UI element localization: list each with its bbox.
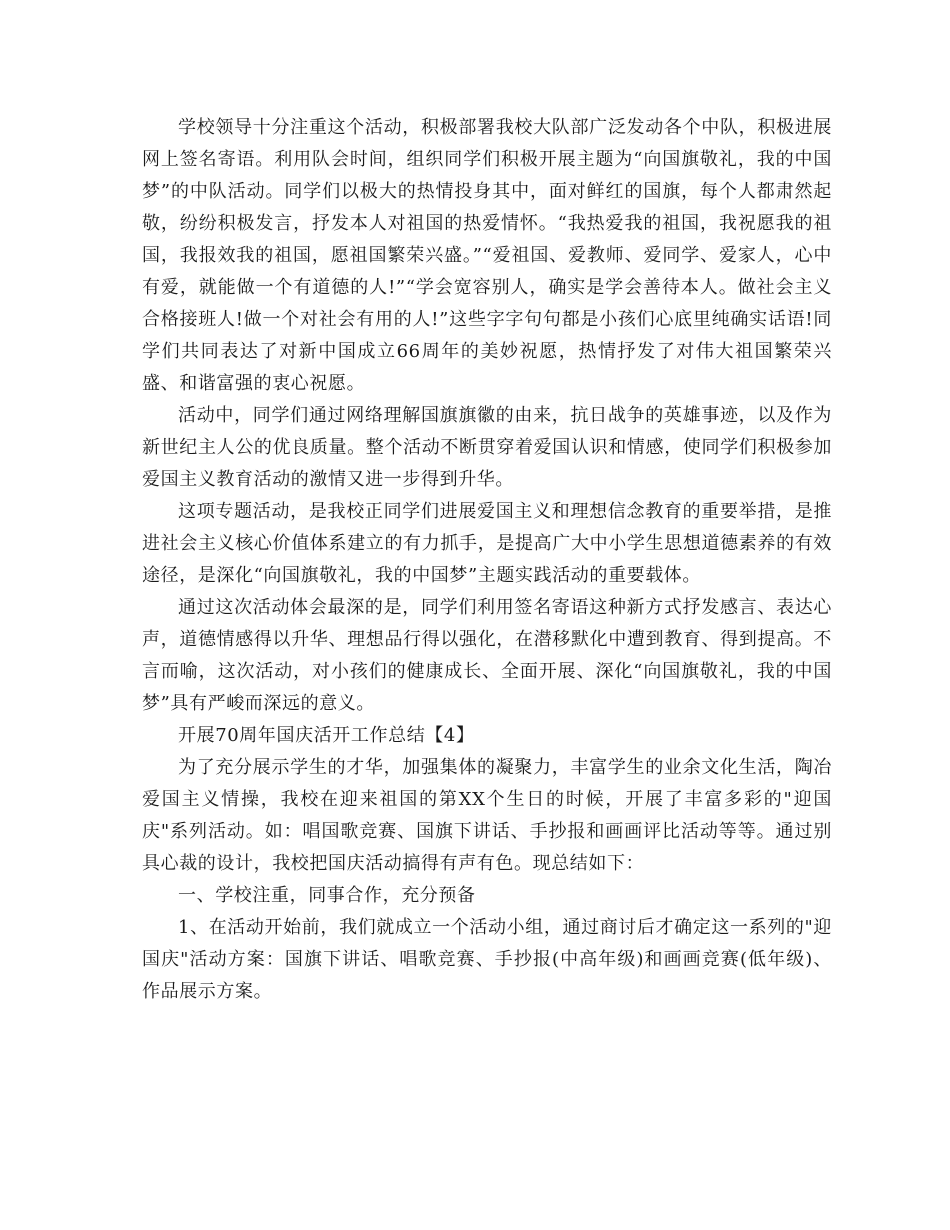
subsection-heading: 一、学校注重，同事合作，充分预备	[178, 885, 476, 906]
section-heading: 开展70周年国庆活开工作总结【4】	[178, 725, 475, 746]
document-body	[142, 112, 832, 1008]
paragraph-activity-process: 活动中，同学们通过网络理解国旗旗徽的由来，抗日战争的英雄事迹，以及作为新世纪主人公的优良质量。整个活动不断贯穿着爱国认识和情感，使同学们积极参加爱国主义教育活动的激情又进一步得到升华。	[142, 405, 832, 490]
paragraph-reflection: 通过这次活动体会最深的是，同学们利用签名寄语这种新方式抒发感言、表达心声，道德情感得以升华、理想品行得以强化，在潜移默化中遭到教育、得到提高。不言而喻，这次活动，对小孩们的健康成长、全面开展、深化“向国旗敬礼，我的中国梦”具有严峻而深远的意义。	[142, 597, 832, 714]
paragraph-significance: 这项专题活动，是我校正同学们进展爱国主义和理想信念教育的重要举措，是推进社会主义核心价值体系建立的有力抓手，是提高广大中小学生思想道德素养的有效途径，是深化“向国旗敬礼，我的中国梦”主题实践活动的重要载体。	[142, 501, 832, 586]
paragraph-signature-activity: 学校领导十分注重这个活动，积极部署我校大队部广泛发动各个中队，积极进展网上签名寄语。利用队会时间，组织同学们积极开展主题为“向国旗敬礼，我的中国梦”的中队活动。同学们以极大的热情投身其中，面对鲜红的国旗，每个人都肃然起敬，纷纷积极发言，抒发本人对祖国的热爱情怀。“我热爱我的祖国，我祝愿我的祖国，我报效我的祖国，愿祖国繁荣兴盛。”“爱祖国、爱教师、爱同学、爱家人，心中有爱，就能做一个有道德的人!”“学会宽容别人，确实是学会善待本人。做社会主义合格接班人!做一个对社会有用的人!”这些字字句句都是小孩们心底里纯确实话语!同学们共同表达了对新中国成立66周年的美妙祝愿，热情抒发了对伟大祖国繁荣兴盛、和谐富强的衷心祝愿。	[142, 117, 832, 394]
paragraph-introduction: 为了充分展示学生的才华，加强集体的凝聚力，丰富学生的业余文化生活，陶冶爱国主义情操，我校在迎来祖国的第XX个生日的时候，开展了丰富多彩的"迎国庆"系列活动。如：唱国歌竞赛、国旗下讲话、手抄报和画画评比活动等等。通过别具心裁的设计，我校把国庆活动搞得有声有色。现总结如下：	[142, 757, 832, 874]
list-item: 1、在活动开始前，我们就成立一个活动小组，通过商讨后才确定这一系列的"迎国庆"活动方案：国旗下讲话、唱歌竞赛、手抄报(中高年级)和画画竞赛(低年级)、作品展示方案。	[142, 917, 832, 1002]
